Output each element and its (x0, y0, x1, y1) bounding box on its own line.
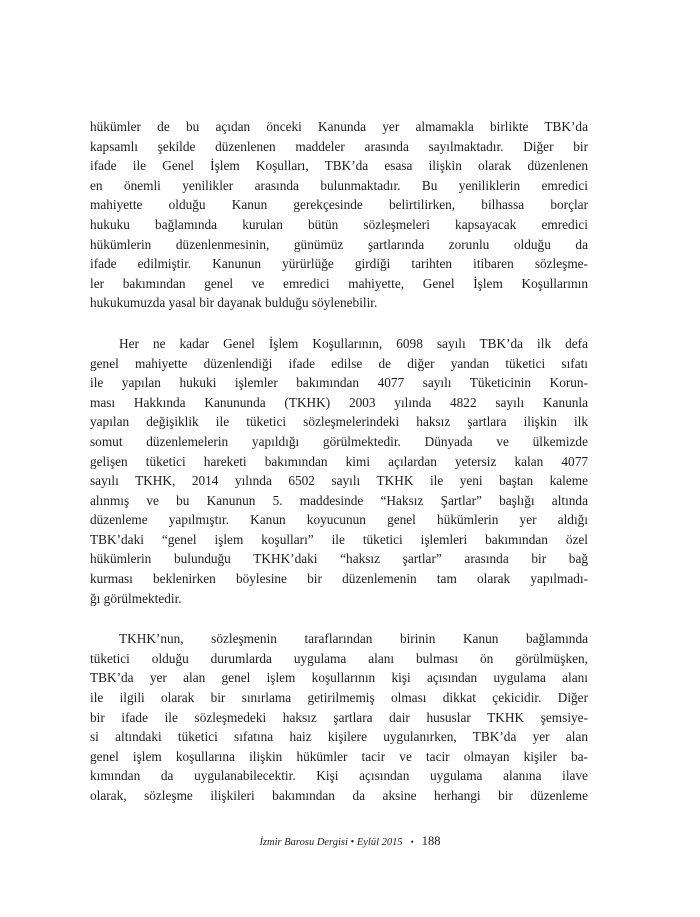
text-line: en önemli yenilikler arasında bulunmaktadır. Bu yeniliklerin emredici (90, 177, 588, 193)
text-line: ifade edilmiştir. Kanunun yürürlüğe girdiği tarihten itibaren sözleşme- (90, 256, 588, 272)
text-line: sayılı TKHK, 2014 yılında 6502 sayılı TKHK ile yeni baştan kaleme (90, 473, 588, 489)
text-line: hükümlerin bulunduğu TKHK’daki “haksız şartlar” arasında bir bağ (90, 551, 588, 567)
text-line: yapılan değişiklik ile tüketici sözleşmelerindeki haksız şartlara ilişkin ilk (90, 414, 588, 430)
page-footer (0, 832, 700, 850)
text-line: somut düzenlemelerin yapıldığı görülmektedir. Dünyada ve ülkemizde (90, 433, 588, 449)
text-line: ması Hakkında Kanununda (TKHK) 2003 yılında 4822 sayılı Kanunla (90, 394, 588, 410)
text-line: ğı görülmektedir. (90, 590, 182, 606)
text-line: ler bakımından genel ve emredici mahiyette, Genel İşlem Koşullarının (90, 275, 588, 291)
text-line: gelişen tüketici hareketi bakımından kimi açılardan yetersiz kalan 4077 (90, 453, 588, 469)
footer-separator: • (410, 837, 414, 847)
paragraph-spacer (90, 608, 588, 629)
text-line: tüketici olduğu durumlarda uygulama alanı bulması ön görülmüşken, (90, 650, 588, 666)
text-line: kurması beklenirken böylesine bir düzenlemenin tam olarak yapılmadı- (90, 571, 588, 587)
text-line: olarak, sözleşme ilişkileri bakımından da aksine herhangi bir düzenleme (90, 788, 588, 803)
paragraph-3 (90, 629, 588, 805)
text-line: ile yapılan hukuki işlemler bakımından 4077 sayılı Tüketicinin Korun- (90, 375, 588, 391)
text-line: genel mahiyette düzenlendiği ifade edilse de diğer yandan tüketici sıfatı (90, 355, 588, 371)
text-line: si altındaki tüketici sıfatına haiz kişilere uygulanırken, TBK’da yer alan (90, 729, 588, 745)
text-line: kapsamlı şekilde düzenlenen maddeler arasında sayılmaktadır. Diğer bir (90, 138, 588, 154)
text-line: kımından da uygulanabilecektir. Kişi açısından uygulama alanına ilave (90, 768, 588, 784)
text-line: hukuku bağlamında kurulan bütün sözleşmeleri kapsayacak emredici (90, 216, 588, 232)
paragraph-spacer (90, 313, 588, 334)
text-line: TBK’daki “genel işlem koşulları” ile tüketici işlemleri bakımından özel (90, 531, 588, 547)
text-line: hukukumuzda yasal bir dayanak bulduğu söylenebilir. (90, 295, 378, 311)
text-line: ifade ile Genel İşlem Koşulları, TBK’da esasa ilişkin olarak düzenlenen (90, 158, 588, 174)
text-line: TBK’da yer alan genel işlem koşullarının kişi açısından uygulama alanı (90, 670, 588, 686)
text-line: alınmış ve bu Kanunun 5. maddesinde “Haksız Şartlar” başlığı altında (90, 492, 588, 508)
text-line: düzenleme yapılmıştır. Kanun koyucunun genel hükümlerin yer aldığı (90, 512, 588, 528)
paragraph-2 (90, 334, 588, 608)
text-line: TKHK’nun, sözleşmenin taraflarından birinin Kanun bağlamında (119, 631, 588, 647)
body-text (90, 117, 588, 806)
text-line: hükümlerin düzenlenmesinin, günümüz şartlarında zorunlu olduğu da (90, 236, 588, 252)
text-line: bir ifade ile sözleşmedeki haksız şartlara dair hususlar TKHK şemsiye- (90, 709, 588, 725)
page-number: 188 (421, 834, 441, 848)
text-line: ile ilgili olarak bir sınırlama getirilmemiş olması dikkat çekicidir. Diğer (90, 690, 588, 706)
text-line: hükümler de bu açıdan önceki Kanunda yer almamakla birlikte TBK’da (90, 119, 588, 134)
journal-title: İzmir Barosu Dergisi • Eylül 2015 (259, 837, 403, 848)
text-line: mahiyette olduğu Kanun gerekçesinde belirtilirken, bilhassa borçlar (90, 197, 588, 213)
text-line: genel işlem koşullarına ilişkin hükümler tacir ve tacir olmayan kişiler ba- (90, 748, 588, 764)
paragraph-1 (90, 117, 588, 313)
text-line: Her ne kadar Genel İşlem Koşullarının, 6098 sayılı TBK’da ilk defa (119, 335, 588, 351)
